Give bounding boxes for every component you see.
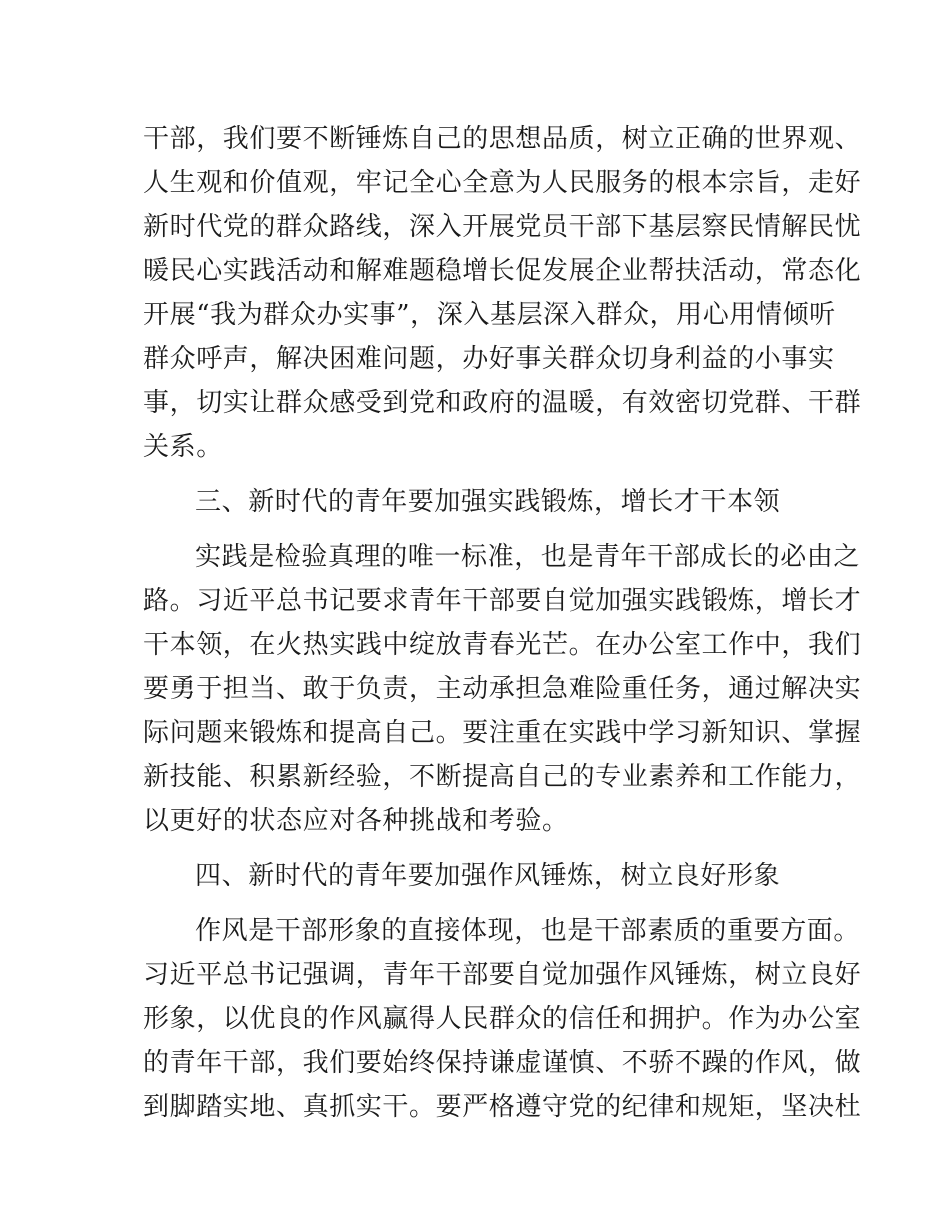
document-page	[143, 117, 862, 1129]
text-line: 形象，以优良的作风赢得人民群众的信任和拥护。作为办公室	[143, 1004, 862, 1034]
text-line: 的青年干部，我们要始终保持谦虚谨慎、不骄不躁的作风，做	[143, 1048, 862, 1078]
text-line: 要勇于担当、敢于负责，主动承担急难险重任务，通过解决实	[143, 674, 862, 704]
text-line: 开展“我为群众办实事”，深入基层深入群众，用心用情倾听	[143, 300, 836, 330]
text-line: 到脚踏实地、真抓实干。要严格遵守党的纪律和规矩，坚决杜	[143, 1092, 862, 1122]
text-line: 路。习近平总书记要求青年干部要自觉加强实践锻炼，增长才	[143, 586, 862, 616]
paragraph-4	[143, 909, 862, 1129]
paragraph-1	[143, 117, 862, 469]
section-heading-3: 三、新时代的青年要加强实践锻炼，增长才干本领	[195, 487, 781, 517]
paragraph-3	[143, 535, 862, 843]
text-line: 以更好的状态应对各种挑战和考验。	[143, 806, 569, 836]
text-line: 群众呼声，解决困难问题，办好事关群众切身利益的小事实	[143, 344, 835, 374]
text-line: 新技能、积累新经验，不断提高自己的专业素养和工作能力，	[143, 762, 862, 792]
text-line: 干部，我们要不断锤炼自己的思想品质，树立正确的世界观、	[143, 124, 862, 154]
section-heading-4: 四、新时代的青年要加强作风锤炼，树立良好形象	[195, 861, 781, 891]
text-line: 事，切实让群众感受到党和政府的温暖，有效密切党群、干群	[143, 388, 862, 418]
text-line: 人生观和价值观，牢记全心全意为人民服务的根本宗旨，走好	[143, 168, 862, 198]
text-line: 暖民心实践活动和解难题稳增长促发展企业帮扶活动，常态化	[143, 256, 862, 286]
text-line: 际问题来锻炼和提高自己。要注重在实践中学习新知识、掌握	[143, 718, 862, 748]
text-line: 干本领，在火热实践中绽放青春光芒。在办公室工作中，我们	[143, 630, 862, 660]
text-line: 实践是检验真理的唯一标准，也是青年干部成长的必由之	[195, 542, 861, 572]
text-line: 作风是干部形象的直接体现，也是干部素质的重要方面。	[195, 916, 861, 946]
text-line: 新时代党的群众路线，深入开展党员干部下基层察民情解民忧	[143, 212, 862, 242]
text-line: 关系。	[143, 432, 223, 462]
text-line: 习近平总书记强调，青年干部要自觉加强作风锤炼，树立良好	[143, 960, 862, 990]
